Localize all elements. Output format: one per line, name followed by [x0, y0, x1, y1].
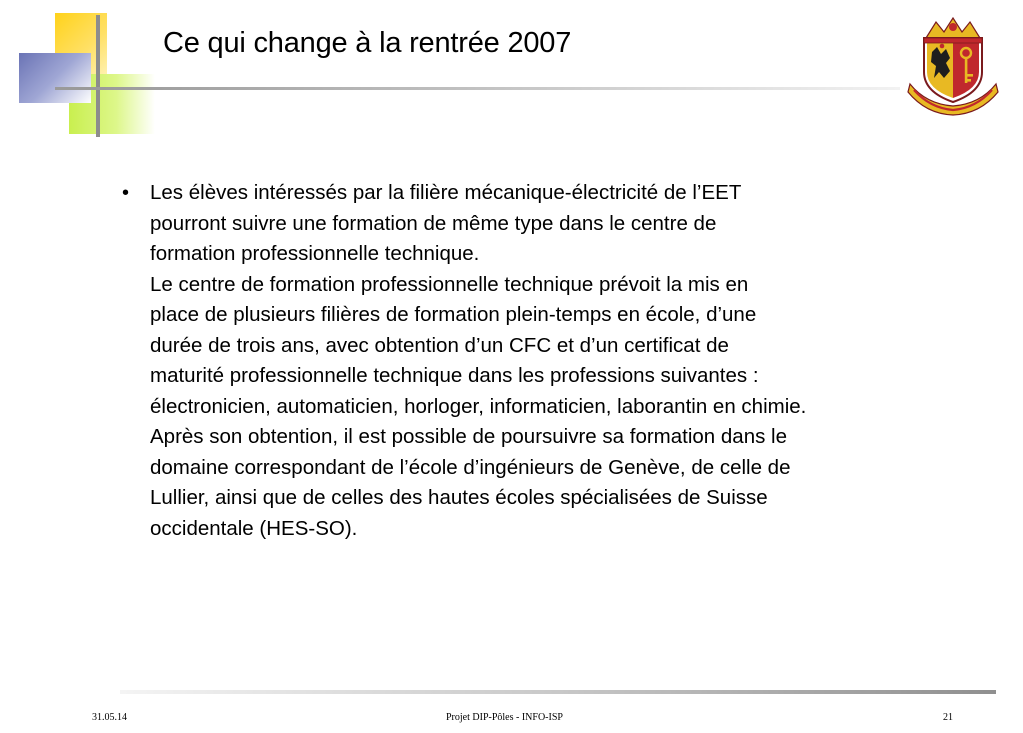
body-line: Lullier, ainsi que de celles des hautes écoles spécialisées de Suisse — [150, 486, 768, 509]
title-underline — [100, 87, 900, 90]
bullet-text — [150, 178, 1000, 544]
slide-body — [120, 178, 1000, 544]
footer-rule — [120, 690, 996, 694]
footer-date: 31.05.14 — [92, 712, 127, 723]
bullet-dot: • — [122, 182, 130, 204]
page-number: 21 — [943, 712, 953, 723]
body-line: pourront suivre une formation de même type dans le centre de — [150, 211, 717, 235]
body-line: place de plusieurs filières de formation plein-temps en école, d’une — [150, 303, 757, 326]
body-line: formation professionnelle technique. — [150, 242, 480, 265]
body-line: Le centre de formation professionnelle technique prévoit la mis en — [150, 272, 749, 296]
footer-project: Projet DIP-Pôles - INFO-ISP — [446, 712, 563, 723]
body-line: maturité professionnelle technique dans les professions suivantes : — [150, 364, 759, 387]
body-line: Les élèves intéressés par la filière mécanique-électricité de l’EET — [150, 181, 742, 204]
body-line: domaine correspondant de l’école d’ingénieurs de Genève, de celle de — [150, 455, 791, 479]
decor-vertical-line — [96, 15, 100, 137]
decor-blue-square — [19, 53, 91, 103]
bullet-item — [120, 178, 1000, 544]
body-line: Après son obtention, il est possible de poursuivre sa formation dans le — [150, 425, 788, 448]
slide-title: Ce qui change à la rentrée 2007 — [163, 27, 572, 59]
body-line: occidentale (HES-SO). — [150, 516, 358, 540]
geneva-coat-of-arms-icon — [906, 16, 1000, 116]
body-line: durée de trois ans, avec obtention d’un CFC et d’un certificat de — [150, 333, 729, 357]
body-line: électronicien, automaticien, horloger, informaticien, laborantin en chimie. — [150, 394, 807, 418]
